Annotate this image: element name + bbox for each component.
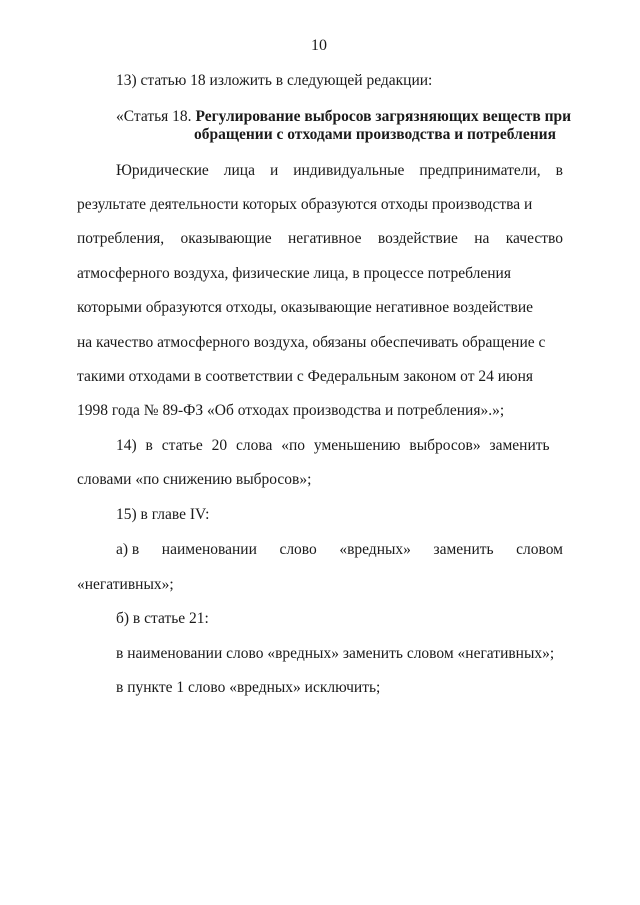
word: Юридические — [116, 162, 209, 179]
item-13: 13) статью 18 изложить в следующей редакции: — [116, 72, 433, 89]
word: воздействие — [377, 230, 458, 247]
item-15b-1: в наименовании слово «вредных» заменить словом «негативных»; — [116, 645, 555, 662]
paragraph-1-line-1 — [116, 162, 563, 180]
word: качество — [505, 230, 563, 247]
word: а) в — [116, 541, 140, 558]
word: в — [555, 162, 563, 179]
paragraph-1-line-2: результате деятельности которых образуются отходы производства и — [77, 196, 533, 213]
word: негативное — [288, 230, 362, 247]
word: оказывающие — [180, 230, 272, 247]
word: заменить — [433, 541, 494, 558]
article-heading-line-2 — [194, 126, 556, 144]
word: предприниматели, — [419, 162, 541, 179]
item-15: 15) в главе IV: — [116, 506, 210, 523]
word: на — [474, 230, 490, 247]
article-title-2: обращении с отходами производства и потребления — [194, 126, 556, 143]
word: лица — [223, 162, 255, 179]
word: потребления, — [77, 230, 165, 247]
page-number: 10 — [311, 37, 327, 54]
word: «вредных» — [339, 541, 411, 558]
item-15a-line-2: «негативных»; — [77, 576, 174, 593]
item-15b-2: в пункте 1 слово «вредных» исключить; — [116, 679, 381, 696]
item-15b: б) в статье 21: — [116, 610, 209, 627]
article-title-1: Регулирование выбросов загрязняющих веществ при — [195, 108, 572, 125]
word: наименовании — [161, 541, 257, 558]
item-15a-line-1 — [116, 541, 563, 559]
word: слово — [279, 541, 317, 558]
article-heading-line-1 — [116, 108, 571, 126]
word: словом — [516, 541, 563, 558]
item-14-line-2: словами «по снижению выбросов»; — [77, 471, 312, 488]
paragraph-1-line-4: атмосферного воздуха, физические лица, в процессе потребления — [77, 265, 511, 282]
paragraph-1-line-8: 1998 года № 89-ФЗ «Об отходах производства и потребления».»; — [77, 402, 505, 419]
paragraph-1-line-5: которыми образуются отходы, оказывающие негативное воздействие — [77, 299, 534, 316]
paragraph-1-line-6: на качество атмосферного воздуха, обязаны обеспечивать обращение с — [77, 334, 546, 351]
paragraph-1-line-7: такими отходами в соответствии с Федеральным законом от 24 июня — [77, 368, 534, 385]
paragraph-1-line-3 — [77, 230, 563, 248]
item-14-line-1: 14) в статье 20 слова «по уменьшению выбросов» заменить — [116, 437, 550, 454]
word: индивидуальные — [293, 162, 405, 179]
article-prefix: «Статья 18. — [116, 108, 196, 125]
word: и — [269, 162, 279, 179]
